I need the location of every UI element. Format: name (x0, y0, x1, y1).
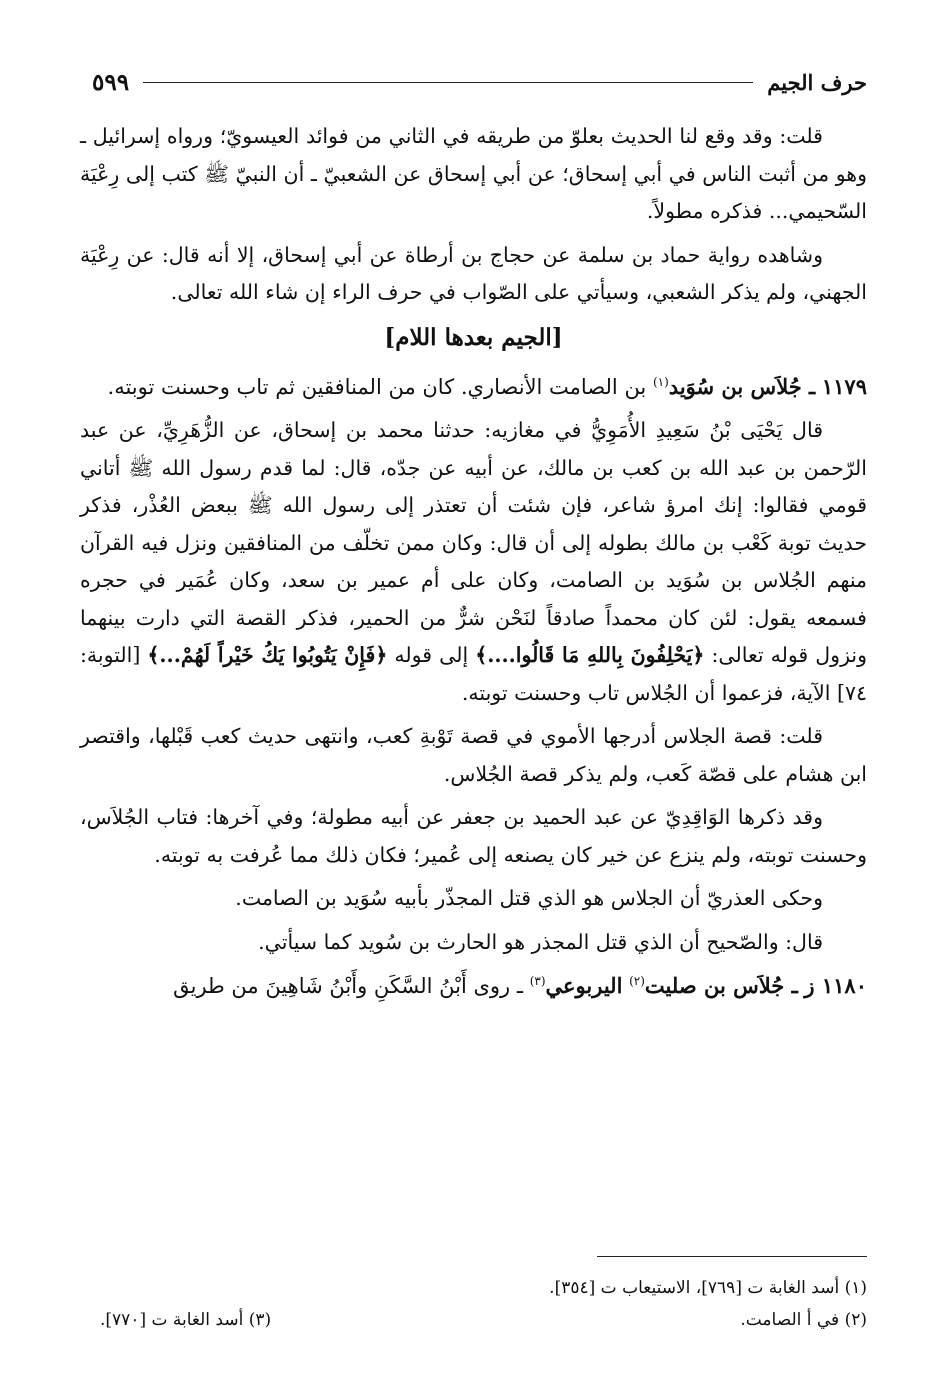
paragraph-2: وشاهده رواية حماد بن سلمة عن حجاج بن أرطاة عن أبي إسحاق، إلا أنه قال: عن رِعْيَة الجهني، ولم يذكر الشعبي، وسيأتي على الصّواب في حرف الراء إن شاء الله تعالى. (80, 242, 867, 304)
header-rule (143, 82, 753, 83)
entry-1179: ١١٧٩ ـ جُلاَس بن سُوَيد$^{(١)}$ بن الصامت الأنصاري. كان من المنافقين ثم تاب وحسنت توبته. (107, 373, 867, 399)
footnote-3: (٣) أسد الغابة ت [٧٧٠]. (100, 1310, 272, 1330)
paragraph-3-mid: إلى قوله (394, 643, 469, 667)
quran-quote-2: ﴿فَإِنْ يَتُوبُوا يَكُ خَيْراً لَهُمْ...﴾ (147, 643, 388, 667)
entry-number: ١١٨٠ ز (804, 973, 867, 998)
paragraph-3 (80, 412, 867, 712)
entry-1180: ١١٨٠ ز ـ جُلاَس بن صليت$^{(٢)}$ اليربوعي$^{(٣)}$ ـ روى أَبْنُ السَّكَنِ وأَبْنُ شَاهِينَ من طريق (173, 973, 867, 998)
paragraph-6: وحكى العذريّ أن الجلاس هو الذي قتل المجذّر بأبيه سُوَيد بن الصامت. (235, 886, 823, 910)
footnote-ref: (٣) (529, 974, 546, 988)
entry-name: جُلاَس بن صليت (644, 973, 785, 998)
entry-name: جُلاَس بن سُوَيد (668, 373, 802, 399)
footnotes (100, 1272, 867, 1336)
paragraph-3-text: قال يَحْيَى بْنُ سَعِيدِ الأُمَوِيُّ في مغازيه: حدثنا محمد بن إسحاق، عن الزُّهَرِيِّ، عن عبد الرّحمن بن عبد الله بن كعب بن مالك، عن أبيه عن جدّه، قال: لما قدم رسول الله ﷺ أتاني قومي فقالوا: إنك امرؤ شاعر، فإن شئت أن تعتذر إلى رسول الله ﷺ ببعض العُذْر، فذكر حديث توبة كَعْب بن مالك بطوله إلى أن قال: وكان ممن تخلّف من المنافقين ونزل فيه القرآن منهم الجُلاس بن سُوَيد بن الصامت، وكان على أم عمير بن سعد، وكان عُمَير في حجره فسمعه يقول: لئن كان محمداً صادقاً لنَحْن شرٌّ من الحمير، فذكر القصة التي دارت بينهما ونزول قوله تعالى: (80, 418, 867, 667)
paragraph-7: قال: والصّحيح أن الذي قتل المجذر هو الحارث بن سُويد كما سيأتي. (258, 929, 823, 954)
page-body (80, 118, 867, 1012)
section-heading: [الجيم بعدها اللام] (384, 323, 563, 351)
footnote-1: (١) أسد الغابة ت [٧٦٩]، الاستيعاب ت [٣٥٤]. (549, 1278, 867, 1298)
paragraph-4: قلت: قصة الجلاس أدرجها الأموي في قصة تَوْبةِ كعب، وانتهى حديث كعب قَبْلها، واقتصر ابن هشام على قصّة كَعب، ولم يذكر قصة الجُلاس. (80, 724, 867, 786)
paragraph-1: قلت: وقد وقع لنا الحديث بعلوّ من طريقه في الثاني من فوائد العيسويّ؛ ورواه إسرائيل ـ وهو من أثبت الناس في أبي إسحاق؛ عن أبي إسحاق عن الشعبيّ ـ أن النبيّ ﷺ كتب إلى رِعْيَة السّحيمي... فذكره مطولاً. (80, 124, 867, 223)
footnote-divider (597, 1256, 867, 1257)
page-number: ٥٩٩ (92, 68, 130, 96)
entry-name-2: اليربوعي (545, 973, 623, 998)
running-header (92, 62, 867, 102)
footnote-ref: (٢) (629, 974, 645, 988)
entry-text: بن الصامت الأنصاري. كان من المنافقين ثم تاب وحسنت توبته. (107, 374, 647, 399)
paragraph-5: وقد ذكرها الوَاقِدِيّ عن عبد الحميد بن جعفر عن أبيه مطولة؛ وفي آخرها: فتاب الجُلاَس، وحسنت توبته، ولم ينزع عن خير كان يصنعه إلى عُمير؛ فكان ذلك مما عُرفت به توبته. (80, 805, 867, 867)
quran-quote-1: ﴿يَحْلِفُونَ بِاللهِ مَا قَالُوا....﴾ (475, 643, 705, 667)
footnote-2: (٢) في أ الصامت. (740, 1310, 867, 1330)
entry-text: ـ روى أَبْنُ السَّكَنِ وأَبْنُ شَاهِينَ من طريق (173, 974, 523, 998)
entry-number: ١١٧٩ (821, 373, 867, 399)
chapter-title: حرف الجيم (767, 69, 867, 95)
paragraph-3-end: [التوبة: ٧٤] الآية، فزعموا أن الجُلاس تاب وحسنت توبته. (80, 643, 867, 705)
footnote-ref: (١) (652, 374, 669, 389)
